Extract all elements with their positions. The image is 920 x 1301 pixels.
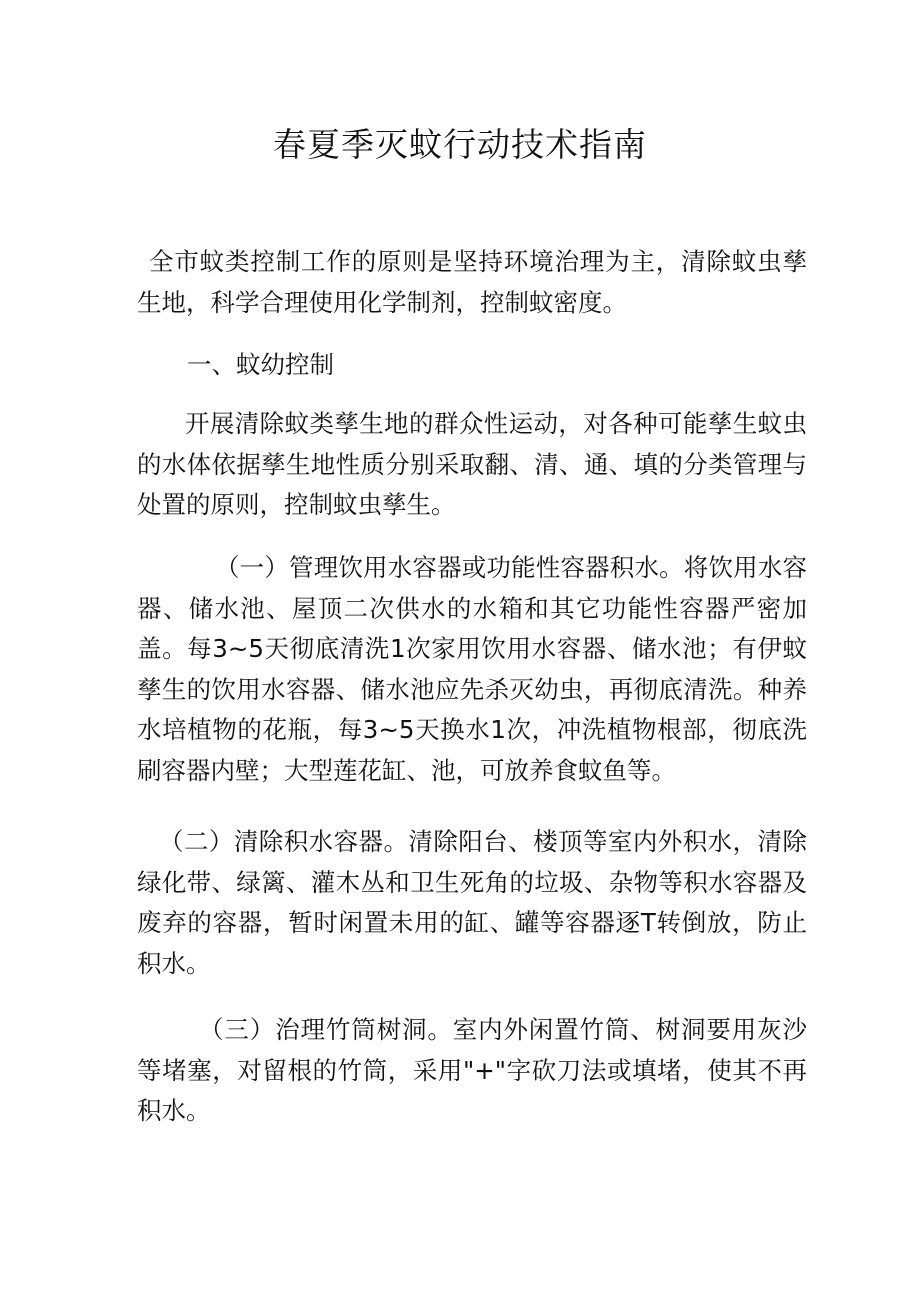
document-title: 春夏季灭蚊行动技术指南 — [273, 125, 647, 164]
intro-paragraph: 全市蚊类控制工作的原则是坚持环境治理为主，清除蚊虫孳生地，科学合理使用化学制剂，控制蚊密度。 — [137, 247, 807, 317]
item-clear-water-containers: （二）清除积水容器。清除阳台、楼顶等室内外积水，清除绿化带、绿篱、灌木丛和卫生死角的垃圾、杂物等积水容器及废弃的容器，暂时闲置未用的缸、罐等容器逐T转倒放，防止积水。 — [137, 827, 807, 978]
section-heading-larva-control: 一、蚊幼控制 — [187, 350, 334, 379]
item-bamboo-tree-holes: （三）治理竹筒树洞。室内外闲置竹筒、树洞要用灰沙等堵塞，对留根的竹筒，采用"+"字砍刀法或填堵，使其不再积水。 — [137, 1015, 807, 1125]
section-body-paragraph: 开展清除蚊类孳生地的群众性运动，对各种可能孳生蚊虫的水体依据孳生地性质分别采取翻、清、通、填的分类管理与处置的原则，控制蚊虫孳生。 — [137, 409, 807, 519]
item-drinking-water-containers: （一）管理饮用水容器或功能性容器积水。将饮用水容器、储水池、屋顶二次供水的水箱和其它功能性容器严密加盖。每3~5天彻底清洗1次家用饮用水容器、储水池；有伊蚊孳生的饮用水容器、储水池应先杀灭幼虫，再彻底清洗。种养水培植物的花瓶，每3~5天换水1次，冲洗植物根部，彻底洗刷容器内壁；大型莲花缸、池，可放养食蚊鱼等。 — [137, 553, 807, 785]
